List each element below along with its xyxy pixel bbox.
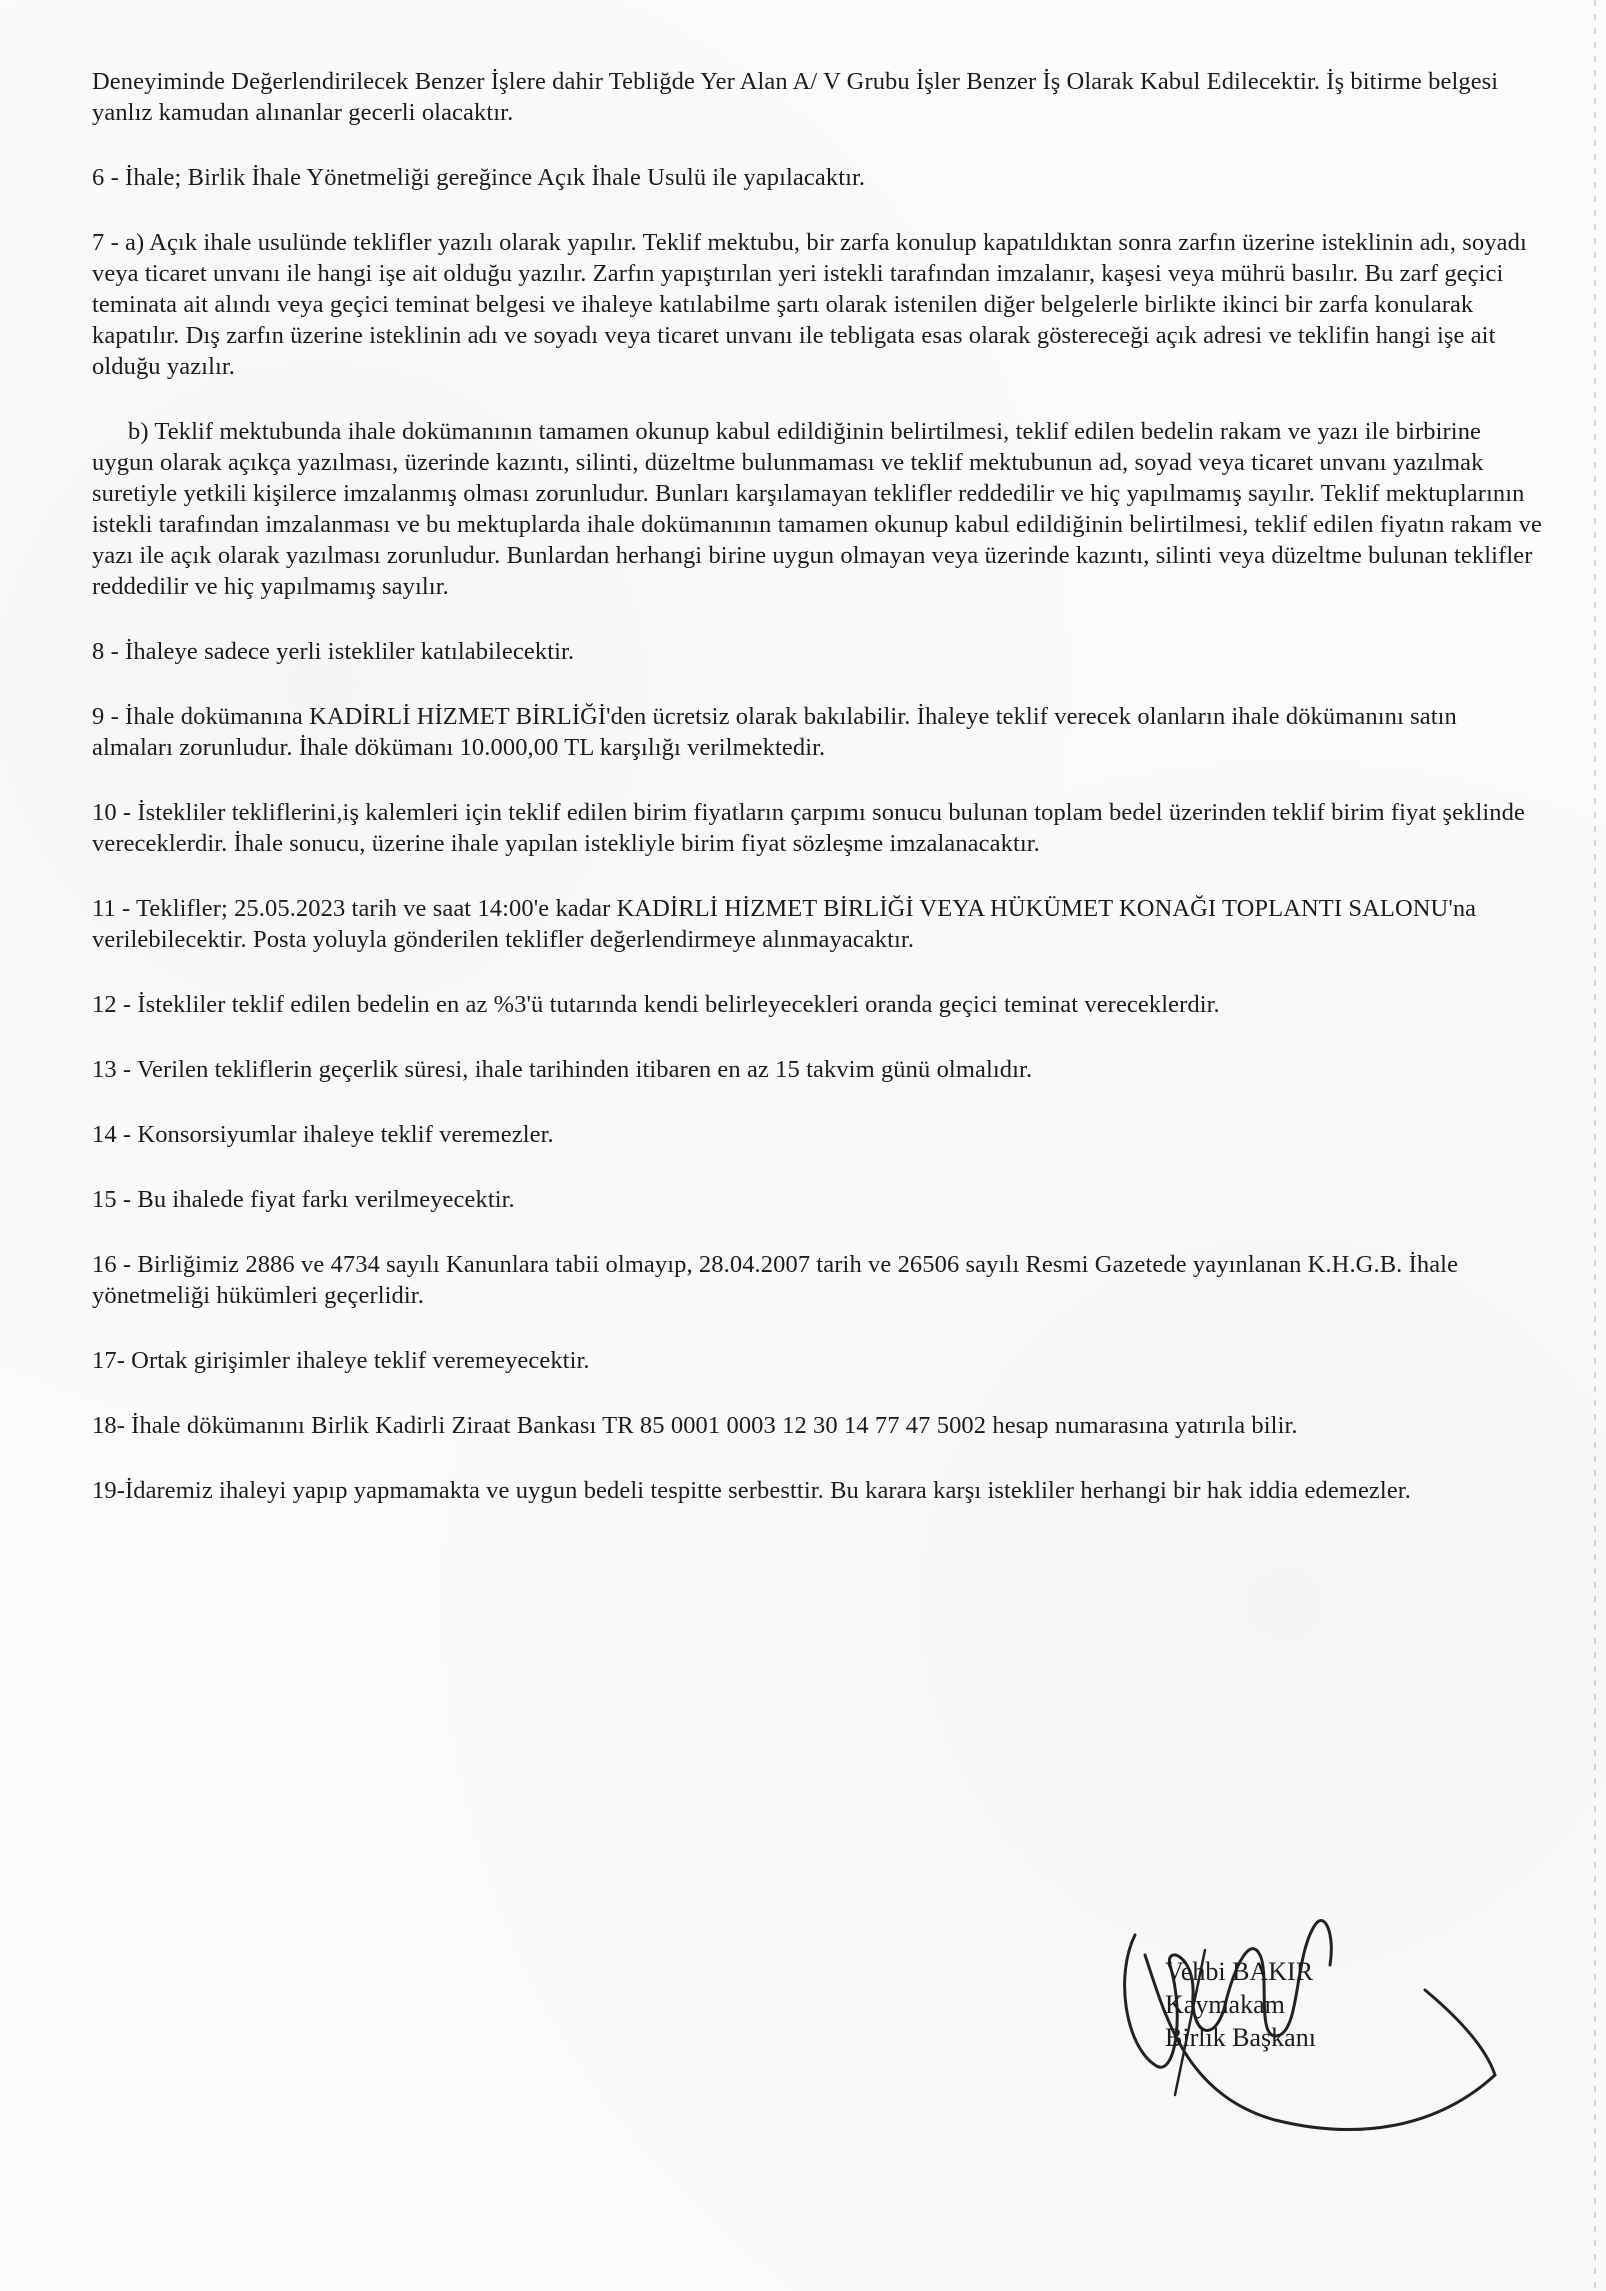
- paragraph-11: 11 - Teklifler; 25.05.2023 tarih ve saat 14:00'e kadar KADİRLİ HİZMET BİRLİĞİ VEYA HÜKÜMET KONAĞI TOPLANTI SALONU'na verilebilecektir. Posta yoluyla gönderilen teklifler değerlendirmeye alınmayacaktır.: [92, 895, 1483, 953]
- signature-block: [1075, 1895, 1515, 2155]
- paragraph-6: 6 - İhale; Birlik İhale Yönetmeliği gereğince Açık İhale Usulü ile yapılacaktır.: [92, 164, 866, 191]
- document-body: [92, 66, 1549, 1506]
- paragraph-benzer-is: Deneyiminde Değerlendirilecek Benzer İşlere dahir Tebliğde Yer Alan A/ V Grubu İşler Benzer İş Olarak Kabul Edilecektir. İş bitirme belgesi yanlız kamudan alınanlar gecerli olacaktır.: [92, 68, 1505, 126]
- paragraph-10: 10 - İstekliler tekliflerini,iş kalemleri için teklif edilen birim fiyatların çarpımı sonucu bulunan toplam bedel üzerinden teklif birim fiyat şeklinde vereceklerdir. İhale sonucu, üzerine ihale yapılan istekliyle birim fiyat sözleşme imzalanacaktır.: [92, 799, 1532, 857]
- paragraph-12: 12 - İstekliler teklif edilen bedelin en az %3'ü tutarında kendi belirleyecekleri oranda geçici teminat vereceklerdir.: [92, 991, 1220, 1018]
- paragraph-7a: 7 - a) Açık ihale usulünde teklifler yazılı olarak yapılır. Teklif mektubu, bir zarfa konulup kapatıldıktan sonra zarfın üzerine isteklinin adı, soyadı veya ticaret unvanı ile hangi işe ait olduğu yazılır. Zarfın yapıştırılan yeri istekli tarafından imzalanır, kaşesi veya mührü basılır. Bu zarf geçici teminata ait alındı veya geçici teminat belgesi ve ihaleye katılabilme şartı olarak istenilen diğer belgelerle birlikte ikinci bir zarfa konularak kapatılır. Dış zarfın üzerine isteklinin adı ve soyadı veya ticaret unvanı ile tebligata esas olarak göstereceği açık adresi ve teklifin hangi işe ait olduğu yazılır.: [92, 229, 1534, 380]
- paragraph-15: 15 - Bu ihalede fiyat farkı verilmeyecektir.: [92, 1186, 515, 1213]
- paragraph-14: 14 - Konsorsiyumlar ihaleye teklif veremezler.: [92, 1121, 554, 1148]
- paragraph-18: 18- İhale dökümanını Birlik Kadirli Ziraat Bankası TR 85 0001 0003 12 30 14 77 47 5002 hesap numarasına yatırıla bilir.: [92, 1412, 1298, 1439]
- scan-edge-mark: [1594, 0, 1596, 2291]
- signer-title: Kaymakam: [1165, 1990, 1285, 2019]
- paragraph-8: 8 - İhaleye sadece yerli istekliler katılabilecektir.: [92, 638, 575, 665]
- paragraph-17: 17- Ortak girişimler ihaleye teklif veremeyecektir.: [92, 1347, 590, 1374]
- signature-text: [1165, 1955, 1316, 2054]
- paragraph-7b: b) Teklif mektubunda ihale dokümanının tamamen okunup kabul edildiğinin belirtilmesi, teklif edilen bedelin rakam ve yazı ile birbirine uygun olarak açıkça yazılması, üzerinde kazıntı, silinti, düzeltme bulunmaması ve teklif mektubunun ad, soyad veya ticaret unvanı yazılmak suretiyle yetkili kişilerce imzalanmış olması zorunludur. Bunları karşılamayan teklifler reddedilir ve hiç yapılmamış sayılır. Teklif mektuplarının istekli tarafından imzalanması ve bu mektuplarda ihale dokümanının tamamen okunup kabul edildiğinin belirtilmesi, teklif edilen fiyatın rakam ve yazı ile açık olarak yazılması zorunludur. Bunlardan herhangi birine uygun olmayan veya üzerinde kazıntı, silinti veya düzeltme bulunan teklifler reddedilir ve hiç yapılmamış sayılır.: [92, 418, 1549, 600]
- paragraph-19: 19-İdaremiz ihaleyi yapıp yapmamakta ve uygun bedeli tespitte serbesttir. Bu karara karşı istekliler herhangi bir hak iddia edemezler.: [92, 1477, 1411, 1504]
- paragraph-16: 16 - Birliğimiz 2886 ve 4734 sayılı Kanunlara tabii olmayıp, 28.04.2007 tarih ve 26506 sayılı Resmi Gazetede yayınlanan K.H.G.B. İhale yönetmeliği hükümleri geçerlidir.: [92, 1251, 1465, 1309]
- signer-role: Birlik Başkanı: [1165, 2023, 1316, 2052]
- paragraph-9: 9 - İhale dokümanına KADİRLİ HİZMET BİRLİĞİ'den ücretsiz olarak bakılabilir. İhaleye teklif verecek olanların ihale dökümanını satın almaları zorunludur. İhale dökümanı 10.000,00 TL karşılığı verilmektedir.: [92, 703, 1464, 761]
- signer-name: Vehbi BAKIR: [1165, 1957, 1314, 1986]
- paragraph-13: 13 - Verilen tekliflerin geçerlik süresi, ihale tarihinden itibaren en az 15 takvim günü olmalıdır.: [92, 1056, 1033, 1083]
